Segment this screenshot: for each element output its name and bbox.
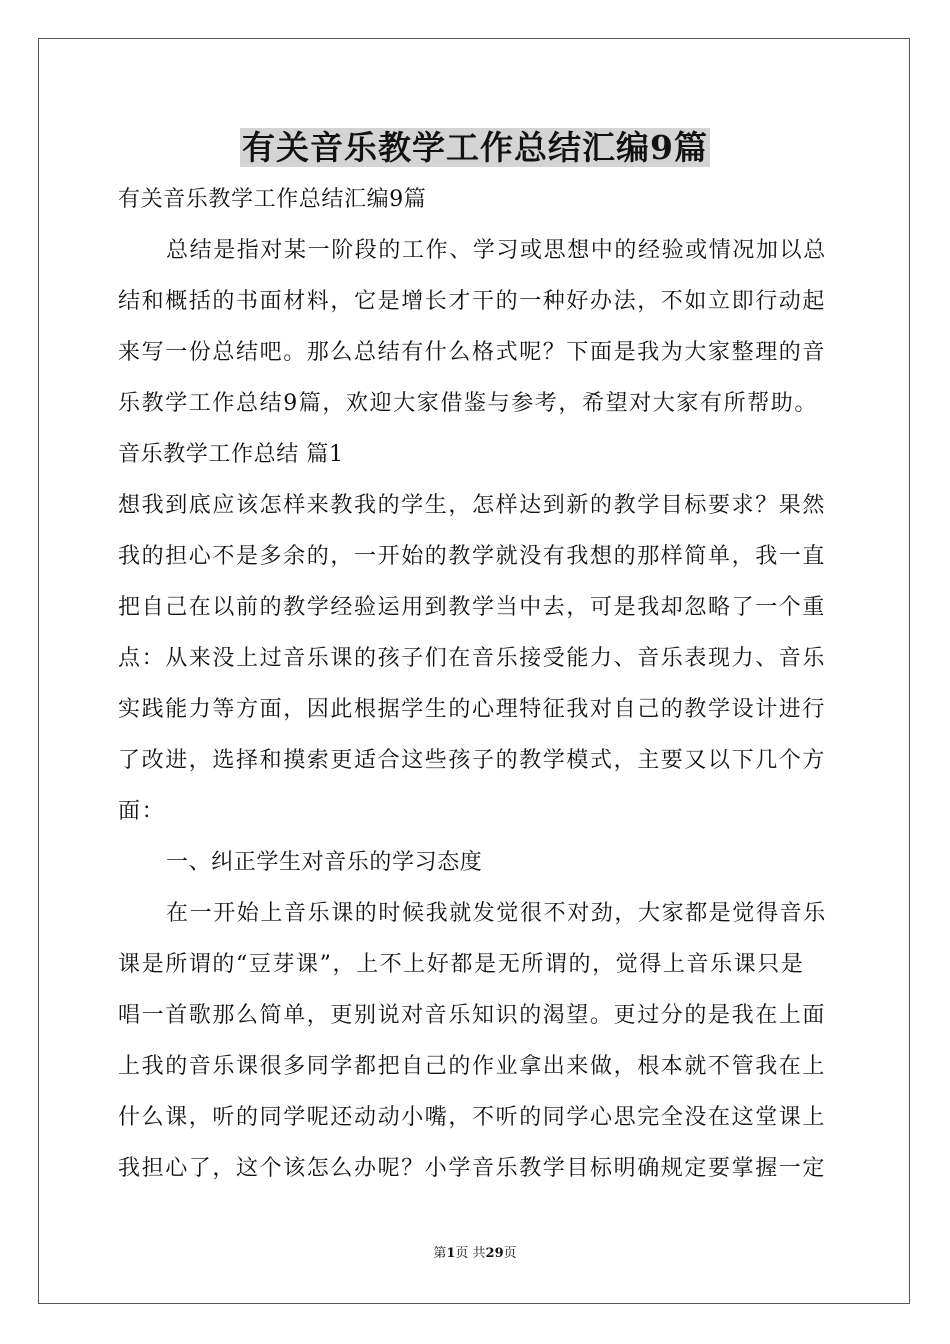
text-line: 上我的音乐课很多同学都把自己的作业拿出来做，根本就不管我在上 (118, 1054, 827, 1079)
text-line: 来写一份总结吧。那么总结有什么格式呢？下面是我为大家整理的音 (118, 340, 827, 365)
document-body (118, 174, 834, 1194)
text-line: 面： (118, 799, 166, 824)
section-heading: 音乐教学工作总结 篇1 (118, 442, 344, 467)
text-line: 想我到底应该怎样来教我的学生，怎样达到新的教学目标要求？果然 (118, 493, 827, 518)
page-footer (0, 1244, 950, 1264)
page-mid: 页 共 (455, 1246, 486, 1261)
text-line: 乐教学工作总结9篇，欢迎大家借鉴与参考，希望对大家有所帮助。 (118, 391, 818, 416)
text-line: 总结是指对某一阶段的工作、学习或思想中的经验或情况加以总 (166, 238, 827, 263)
text-line: 在一开始上音乐课的时候我就发觉很不对劲，大家都是觉得音乐 (166, 901, 827, 926)
page-total: 29 (485, 1246, 504, 1261)
text-line: 把自己在以前的教学经验运用到教学当中去，可是我却忽略了一个重 (118, 595, 827, 620)
page-current: 1 (446, 1246, 456, 1261)
text-line: 什么课，听的同学呢还动动小嘴，不听的同学心思完全没在这堂课上 (118, 1105, 827, 1130)
text-line: 了改进，选择和摸索更适合这些孩子的教学模式，主要又以下几个方 (118, 748, 827, 773)
text-line: 我担心了，这个该怎么办呢？小学音乐教学目标明确规定要掌握一定 (118, 1156, 827, 1181)
text-line: 结和概括的书面材料，它是增长才干的一种好办法，不如立即行动起 (118, 289, 827, 314)
text-line: 点：从来没上过音乐课的孩子们在音乐接受能力、音乐表现力、音乐 (118, 646, 827, 671)
text-line: 我的担心不是多余的，一开始的教学就没有我想的那样简单，我一直 (118, 544, 827, 569)
text-line: 唱一首歌那么简单，更别说对音乐知识的渴望。更过分的是我在上面 (118, 1003, 827, 1028)
page-suffix: 页 (503, 1246, 517, 1261)
subsection-heading: 一、纠正学生对音乐的学习态度 (166, 850, 483, 875)
text-line: 课是所谓的“豆芽课”，上不上好都是无所谓的，觉得上音乐课只是 (118, 952, 805, 977)
document-title (0, 122, 950, 174)
subtitle-line: 有关音乐教学工作总结汇编9篇 (118, 187, 427, 212)
document-title-text: 有关音乐教学工作总结汇编9篇 (242, 128, 708, 167)
page-prefix: 第 (433, 1246, 447, 1261)
text-line: 实践能力等方面，因此根据学生的心理特征我对自己的教学设计进行 (118, 697, 827, 722)
